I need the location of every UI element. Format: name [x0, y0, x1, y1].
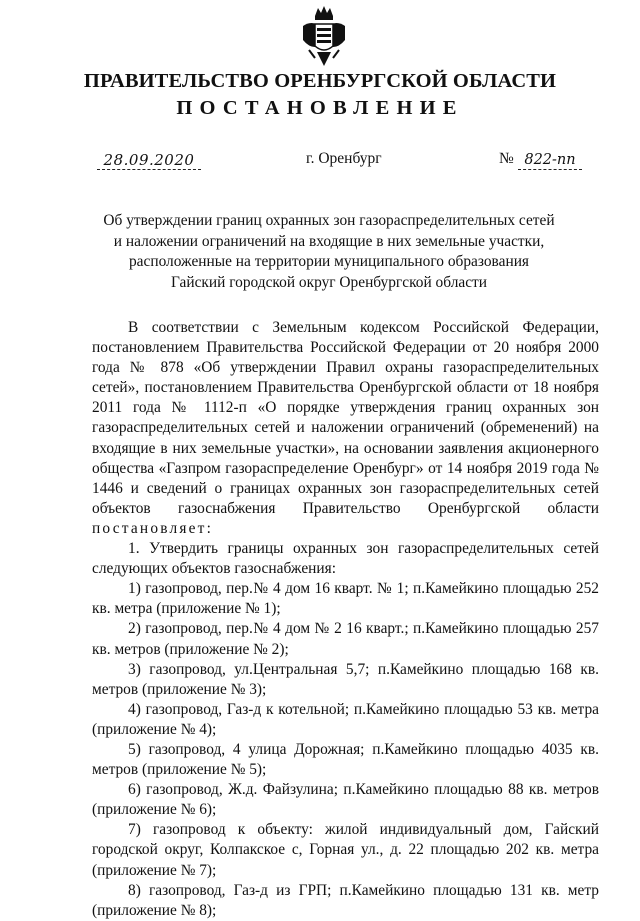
preamble-text: В соответствии с Земельным кодексом Российской Федерации, постановлением Правительства Российской Федерации от 20 ноября 2000 года № 878 «Об утверждении Правил охраны газораспределительных сетей», постановлением Правительства Оренбургской области от 18 ноября 2011 года № 1112-п «О порядке утверждения границ охранных зон газораспределительных сетей и наложении ограничений (обременений) на входящие в них земельные участки», на основании заявления акционерного общества «Газпром газораспределение Оренбург» от 14 ноября 2019 года № 1446 и сведений о границах охранных зон газораспределительных сетей объектов газоснабжения Правительство Оренбургской области	[92, 319, 599, 517]
subject-line: расположенные на территории муниципального образования	[128, 253, 530, 271]
subitem-paragraph: 6) газопровод, Ж.д. Файзулина; п.Камейкино площадью 88 кв. метров (приложение № 6);	[92, 781, 599, 819]
resolves-text: постановляет:	[92, 519, 214, 537]
item-paragraph: 1. Утвердить границы охранных зон газораспределительных сетей следующих объектов газоснабжения:	[92, 540, 599, 578]
subject-line: Об утверждении границ охранных зон газораспределительных сетей	[103, 212, 555, 229]
subject-line: и наложении ограничений на входящие в них земельные участки,	[113, 232, 545, 250]
subitem-paragraph: 5) газопровод, 4 улица Дорожная; п.Камейкино площадью 4035 кв. метров (приложение № 5);	[92, 740, 599, 779]
document-body	[92, 318, 599, 921]
subitem-paragraph: 2) газопровод, пер.№ 4 дом № 2 16 кварт.; п.Камейкино площадью 257 кв. метров (приложение № 2);	[92, 620, 599, 658]
coat-of-arms-icon	[301, 6, 347, 68]
document-number: 822-пп	[518, 152, 582, 170]
number-mark: №	[499, 150, 514, 167]
document-type: ПОСТАНОВЛЕНИЕ	[176, 97, 464, 119]
subitem-paragraph: 1) газопровод, пер.№ 4 дом 16 кварт. № 1; п.Камейкино площадью 252 кв. метра (приложение № 1);	[92, 580, 599, 618]
subitem-paragraph: 4) газопровод, Газ-д к котельной; п.Камейкино площадью 53 кв. метра (приложение № 4);	[92, 700, 599, 738]
subject-line: Гайский городской округ Оренбургской области	[170, 273, 488, 291]
preamble-paragraph	[92, 318, 599, 539]
subitem-paragraph: 3) газопровод, ул.Центральная 5,7; п.Камейкино площадью 168 кв. метров (приложение № 3);	[92, 660, 599, 698]
subitem-paragraph: 7) газопровод к объекту: жилой индивидуальный дом, Гайский городской округ, Колпакское с, Горная ул., д. 22 площадью 202 кв. метра (приложение № 7);	[92, 821, 599, 879]
document-subject	[80, 211, 578, 293]
subitem-paragraph: 8) газопровод, Газ-д из ГРП; п.Камейкино площадью 131 кв. метр (приложение № 8);	[92, 881, 599, 919]
document-date: 28.09.2020	[97, 152, 201, 170]
government-title: ПРАВИТЕЛЬСТВО ОРЕНБУРГСКОЙ ОБЛАСТИ	[83, 70, 557, 92]
document-city: г. Оренбург	[306, 150, 382, 167]
